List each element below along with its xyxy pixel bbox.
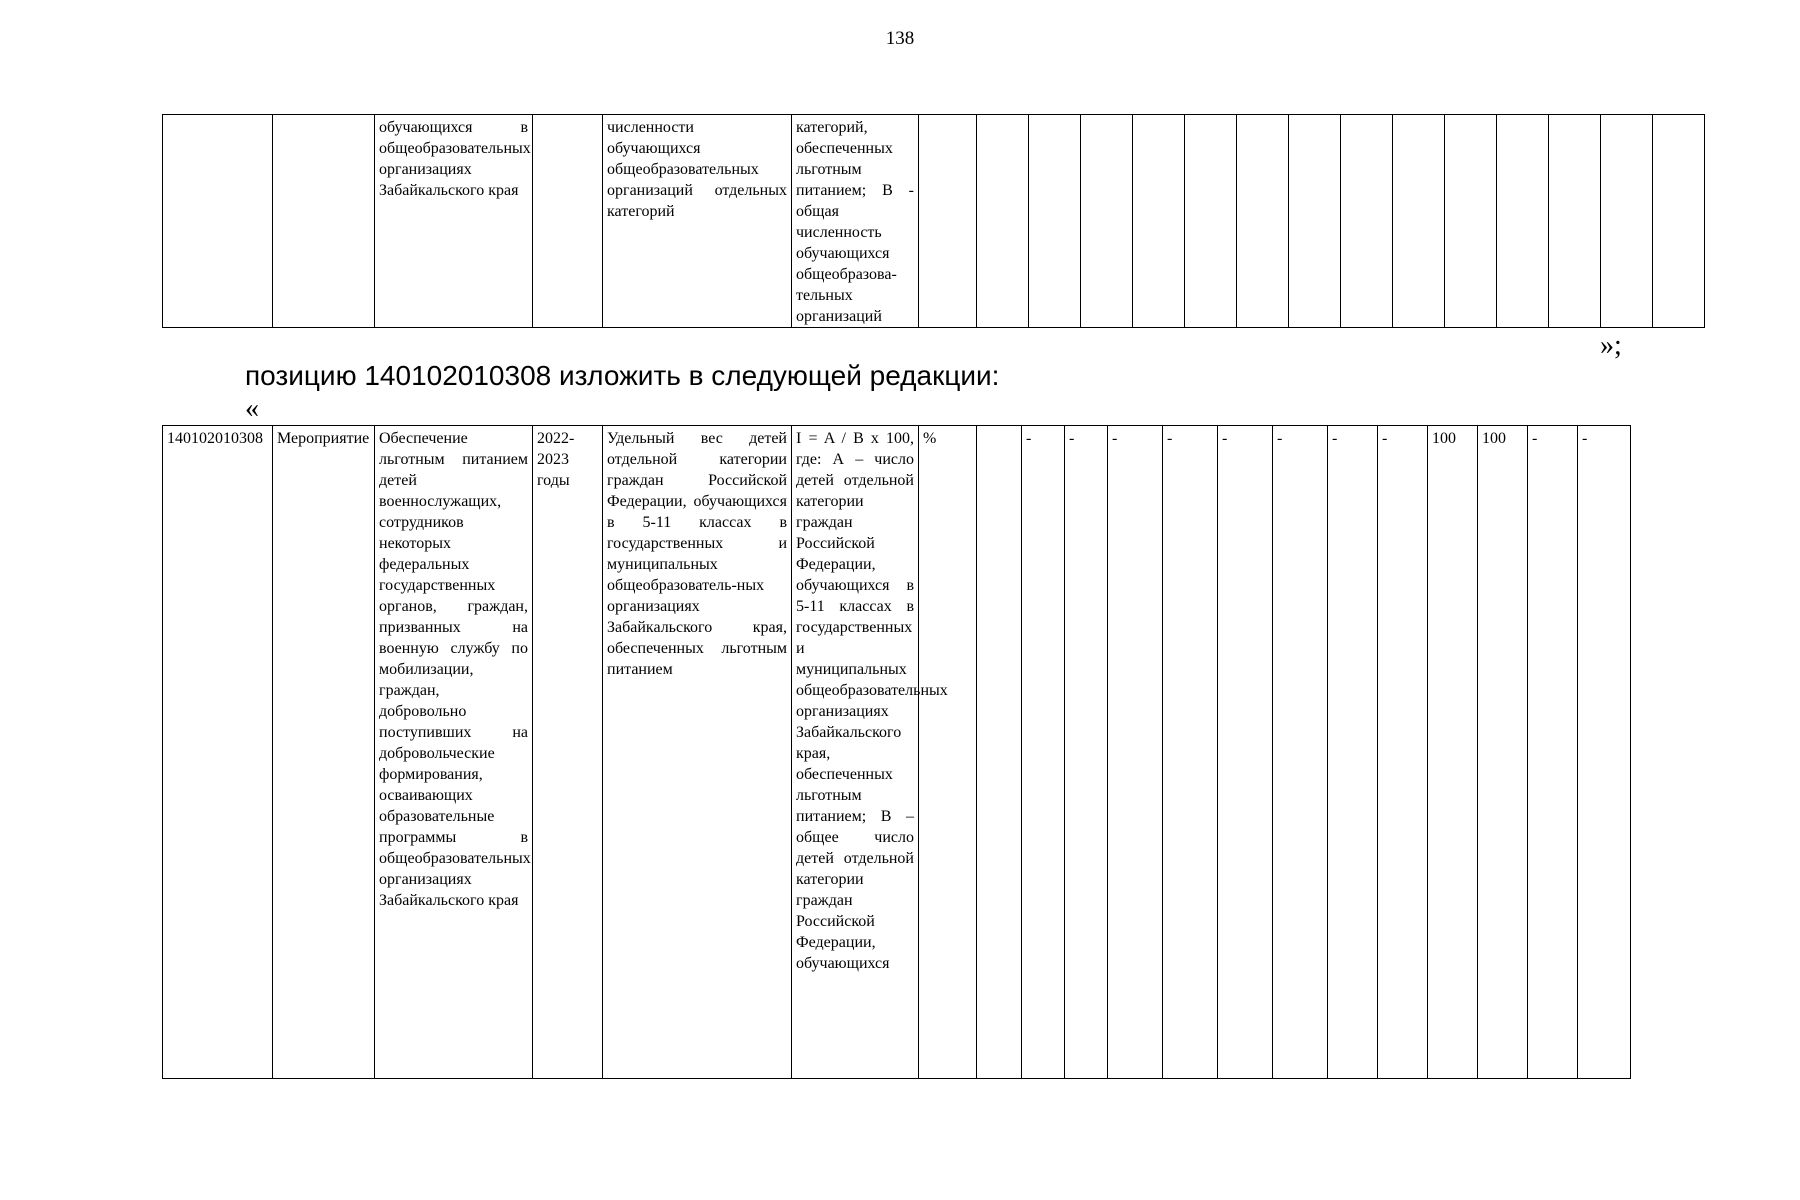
position-years-cell: 2022-2023 годы — [533, 426, 603, 1079]
value-cell: - — [1378, 426, 1428, 1079]
table-cell: численности обучающихся общеобразовательных организаций отдельных категорий — [603, 115, 792, 328]
table-row — [163, 115, 1705, 328]
value-cell: 100 — [1428, 426, 1478, 1079]
opening-quote: « — [245, 393, 259, 424]
table-cell — [1029, 115, 1081, 328]
continued-table-fragment — [162, 114, 1705, 328]
position-code-cell: 140102010308 — [163, 426, 273, 1079]
position-type-cell: Мероприятие — [273, 426, 375, 1079]
page-number: 138 — [885, 28, 915, 49]
table-cell: обучающихся в общеобразовательных организациях Забайкальского края — [375, 115, 533, 328]
closing-quote: »; — [1600, 330, 1622, 361]
amendment-instruction: позицию 140102010308 изложить в следующей редакции: — [245, 360, 1000, 391]
table-cell: категорий, обеспеченных льготным питанием; В - общая численность обучающихся общеобразова-тельных организаций — [792, 115, 919, 328]
value-cell: 100 — [1478, 426, 1528, 1079]
table-cell — [1289, 115, 1341, 328]
table-cell — [1081, 115, 1133, 328]
table-cell — [1133, 115, 1185, 328]
table-cell — [1601, 115, 1653, 328]
table-cell — [1445, 115, 1497, 328]
table-cell — [1185, 115, 1237, 328]
table-cell — [1653, 115, 1705, 328]
value-cell: - — [1163, 426, 1218, 1079]
value-cell: - — [1022, 426, 1065, 1079]
unit-cell: % — [919, 426, 977, 1079]
value-cell: - — [1328, 426, 1378, 1079]
value-cell: - — [1273, 426, 1328, 1079]
indicator-cell: Удельный вес детей отдельной категории граждан Российской Федерации, обучающихся в 5-11 классах в государственных и муниципальных общеобразователь-ных организациях Забайкальского края, обеспеченных льготным питанием — [603, 426, 792, 1079]
value-cell: - — [1528, 426, 1578, 1079]
table-cell — [1237, 115, 1289, 328]
table-cell — [1497, 115, 1549, 328]
formula-cell: I = A / B x 100, где: А – число детей отдельной категории граждан Российской Федерации, обучающихся в 5-11 классах в государственных и муниципальных общеобразовательных организациях Забайкальского края, обеспеченных льготным питанием; В – общее число детей отдельной категории граждан Российской Федерации, обучающихся — [792, 426, 919, 1079]
table-cell — [273, 115, 375, 328]
table-cell — [1549, 115, 1601, 328]
value-cell — [977, 426, 1022, 1079]
amended-position-table — [162, 425, 1631, 1079]
table-cell — [919, 115, 977, 328]
table-row — [163, 426, 1631, 1079]
position-name-cell: Обеспечение льготным питанием детей военнослужащих, сотрудников некоторых федеральных государственных органов, граждан, призванных на военную службу по мобилизации, граждан, добровольно поступивших на добровольческие формирования, осваивающих образовательные программы в общеобразовательных организациях Забайкальского края — [375, 426, 533, 1079]
table-cell — [1393, 115, 1445, 328]
table-cell — [1341, 115, 1393, 328]
value-cell: - — [1108, 426, 1163, 1079]
value-cell: - — [1578, 426, 1631, 1079]
value-cell: - — [1218, 426, 1273, 1079]
value-cell: - — [1065, 426, 1108, 1079]
table-cell — [977, 115, 1029, 328]
table-cell — [163, 115, 273, 328]
table-cell — [533, 115, 603, 328]
